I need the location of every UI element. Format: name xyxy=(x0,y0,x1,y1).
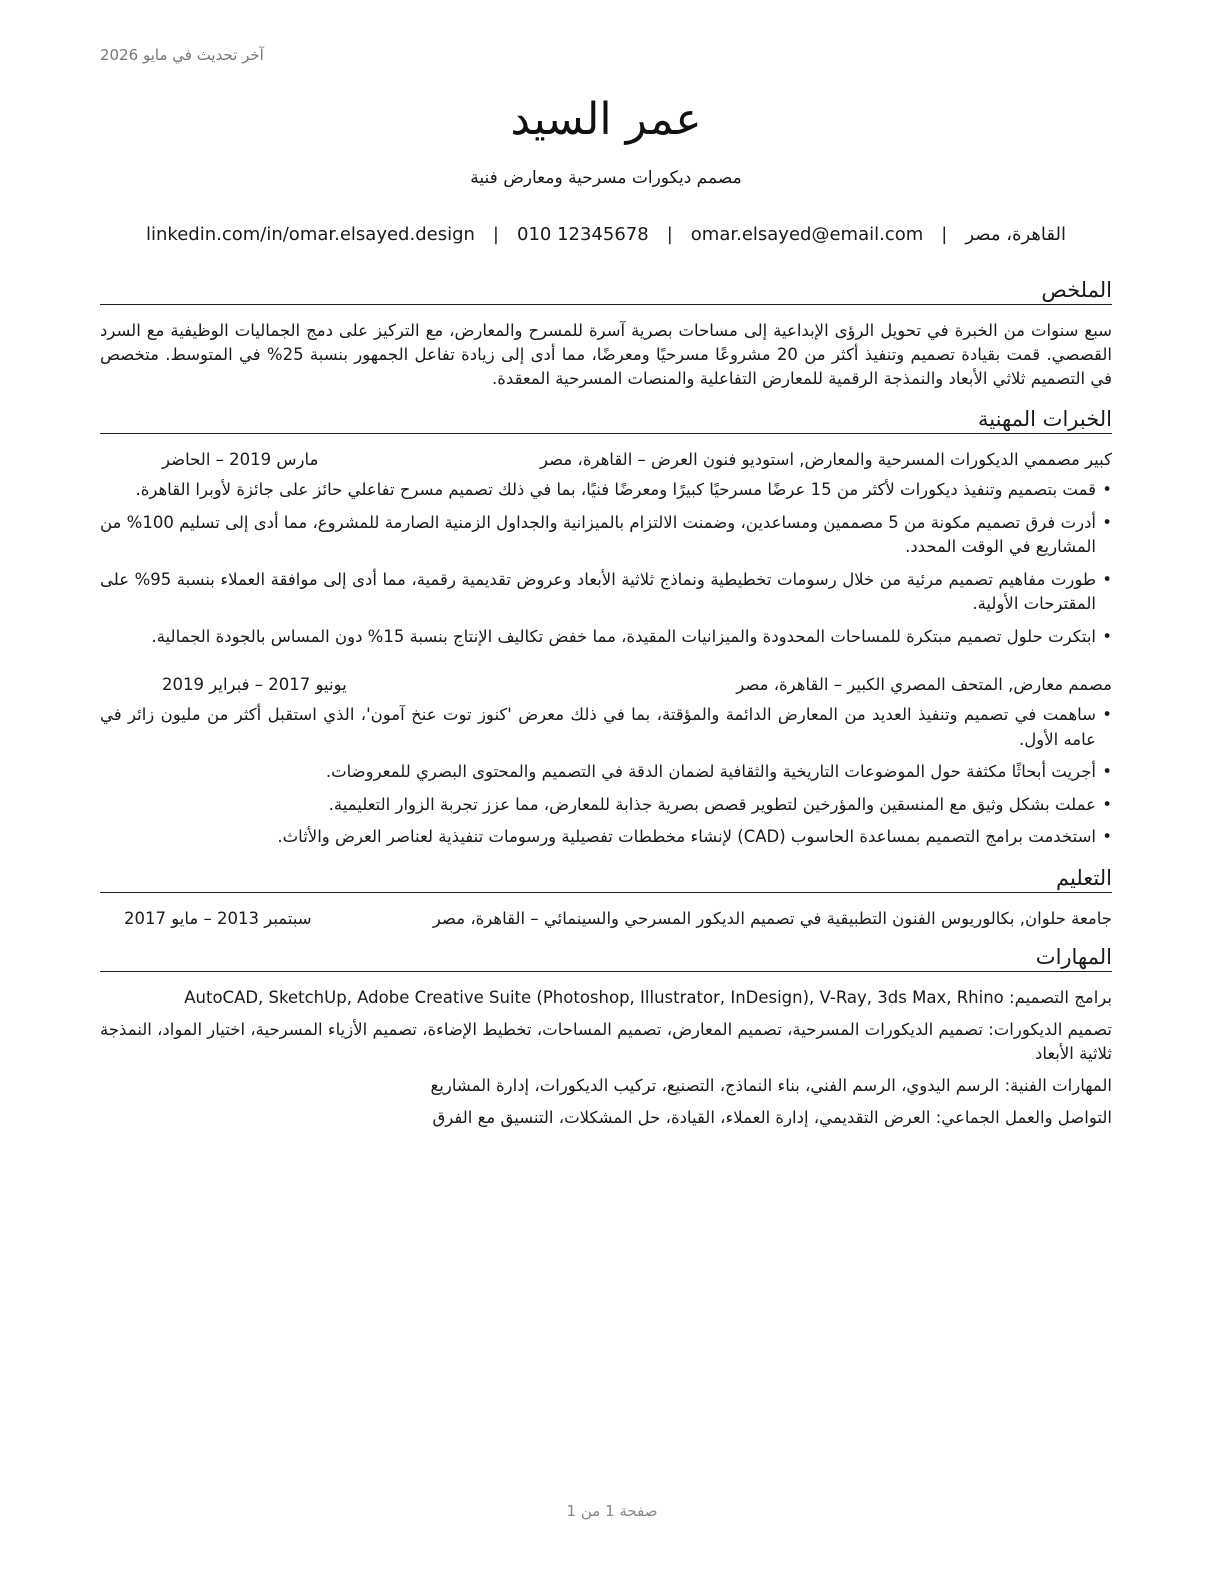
job-entry xyxy=(100,673,1112,850)
contact-location: القاهرة، مصر xyxy=(965,224,1067,245)
contact-line xyxy=(100,222,1112,248)
resume-header xyxy=(100,92,1112,190)
skill-value: الرسم اليدوي، الرسم الفني، بناء النماذج، التصنيع، تركيب الديكورات، إدارة المشاريع xyxy=(430,1075,1000,1095)
job-dates: يونيو 2017 – فبراير 2019 xyxy=(162,675,347,694)
job-title: مصمم ديكورات مسرحية ومعارض فنية xyxy=(470,168,742,188)
job-bullets xyxy=(100,478,1112,649)
contact-separator: | xyxy=(941,224,948,245)
list-item: • استخدمت برامج التصميم بمساعدة الحاسوب (CAD) لإنشاء مخططات تفصيلية ورسومات تنفيذية لعناصر العرض والأثاث. xyxy=(100,825,1112,850)
contact-phone: 010 12345678 xyxy=(517,224,649,245)
section-heading-experience: الخبرات المهنية xyxy=(100,405,1112,434)
skill-row xyxy=(100,1074,1112,1098)
section-heading-summary: الملخص xyxy=(100,276,1112,305)
job-location: القاهرة، مصر xyxy=(540,450,633,469)
contact-linkedin[interactable]: linkedin.com/in/omar.elsayed.design xyxy=(146,224,475,245)
list-item: • أجريت أبحاثًا مكثفة حول الموضوعات التاريخية والثقافية لضمان الدقة في التصميم والمحتوى البصري للمعروضات. xyxy=(100,760,1112,785)
skills-section xyxy=(100,943,1112,1130)
job-bullets xyxy=(100,703,1112,850)
skill-row xyxy=(100,1106,1112,1130)
job-entry xyxy=(100,448,1112,649)
education-entry xyxy=(100,907,1112,931)
job-header xyxy=(100,448,1112,472)
education-location: القاهرة، مصر xyxy=(432,908,526,928)
job-role: مصمم معارض, المتحف المصري الكبير – القاهرة، مصر xyxy=(736,675,1112,694)
page-number: صفحة 1 من 1 xyxy=(566,1502,658,1520)
list-item: • ساهمت في تصميم وتنفيذ العديد من المعارض الدائمة والمؤقتة، بما في ذلك معرض 'كنوز توت عنخ آمون'، الذي استقبل أكثر من مليون زائر في عامه الأول. xyxy=(100,703,1112,752)
skill-label: التواصل والعمل الجماعي: xyxy=(935,1107,1112,1127)
section-heading-skills: المهارات xyxy=(100,943,1112,972)
education-section xyxy=(100,864,1112,931)
skill-value: AutoCAD, SketchUp, Adobe Creative Suite (Photoshop, Illustrator, InDesign), V-Ray, 3ds Max, Rhino xyxy=(184,987,1004,1007)
job-header xyxy=(100,673,1112,697)
education-degree: جامعة حلوان, بكالوريوس الفنون التطبيقية في تصميم الديكور المسرحي والسينمائي – القاهرة، مصر xyxy=(432,908,1112,928)
education-dates: سبتمبر 2013 – مايو 2017 xyxy=(124,908,312,928)
list-item: • عملت بشكل وثيق مع المنسقين والمؤرخين لتطوير قصص بصرية جذابة للمعارض، مما عزز تجربة الزوار التعليمية. xyxy=(100,793,1112,818)
last-updated: آخر تحديث في مايو 2026 xyxy=(100,46,264,64)
summary-text: سبع سنوات من الخبرة في تحويل الرؤى الإبداعية إلى مساحات بصرية آسرة للمسرح والمعارض، مع التركيز على دمج الجماليات الوظيفية مع السرد القصصي. قمت بقيادة تصميم وتنفيذ أكثر من 20 مشروعًا مسرحيًا ومعرضًا، مما أدى إلى زيادة تفاعل الجمهور بنسبة 25% في المتوسط. متخصص في التصميم ثلاثي الأبعاد والنمذجة الرقمية للمعارض التفاعلية والمنصات المسرحية المعقدة. xyxy=(100,321,1112,388)
skill-row xyxy=(100,1018,1112,1066)
candidate-name: عمر السيد xyxy=(510,94,702,145)
resume-body xyxy=(100,276,1112,1130)
skill-label: المهارات الفنية: xyxy=(1004,1075,1112,1095)
list-item: • أدرت فرق تصميم مكونة من 5 مصممين ومساعدين، وضمنت الالتزام بالميزانية والجداول الزمنية الصارمة للمشروع، مما أدى إلى تسليم 100% من المشاريع في الوقت المحدد. xyxy=(100,511,1112,560)
skill-value: العرض التقديمي، إدارة العملاء، القيادة، حل المشكلات، التنسيق مع الفرق xyxy=(432,1107,931,1127)
job-dates: مارس 2019 – الحاضر xyxy=(162,450,319,469)
list-item: • ابتكرت حلول تصميم مبتكرة للمساحات المحدودة والميزانيات المقيدة، مما خفض تكاليف الإنتاج بنسبة 15% دون المساس بالجودة الجمالية. xyxy=(100,625,1112,650)
skill-value: تصميم الديكورات المسرحية، تصميم المعارض، تصميم المساحات، تخطيط الإضاءة، تصميم الأزياء المسرحية، اختيار المواد، النمذجة ثلاثية الأبعاد xyxy=(100,1019,1112,1063)
summary-section xyxy=(100,276,1112,391)
job-location: القاهرة، مصر xyxy=(736,675,829,694)
job-role: كبير مصممي الديكورات المسرحية والمعارض, استوديو فنون العرض – القاهرة، مصر xyxy=(540,450,1112,469)
skill-label: برامج التصميم: xyxy=(1009,987,1112,1007)
list-item: • قمت بتصميم وتنفيذ ديكورات لأكثر من 15 عرضًا مسرحيًا كبيرًا ومعرضًا فنيًا، بما في ذلك تصميم مسرح تفاعلي حائز على جائزة لأوبرا القاهرة. xyxy=(100,478,1112,503)
skill-label: تصميم الديكورات: xyxy=(988,1019,1112,1039)
contact-separator: | xyxy=(666,224,673,245)
contact-email[interactable]: omar.elsayed@email.com xyxy=(690,224,924,245)
list-item: • طورت مفاهيم تصميم مرئية من خلال رسومات تخطيطية ونماذج ثلاثية الأبعاد وعروض تقديمية رقمية، مما أدى إلى موافقة العملاء بنسبة 95% على المقترحات الأولية. xyxy=(100,568,1112,617)
section-heading-education: التعليم xyxy=(100,864,1112,893)
contact-separator: | xyxy=(492,224,499,245)
skill-row xyxy=(100,986,1112,1010)
experience-section xyxy=(100,405,1112,850)
